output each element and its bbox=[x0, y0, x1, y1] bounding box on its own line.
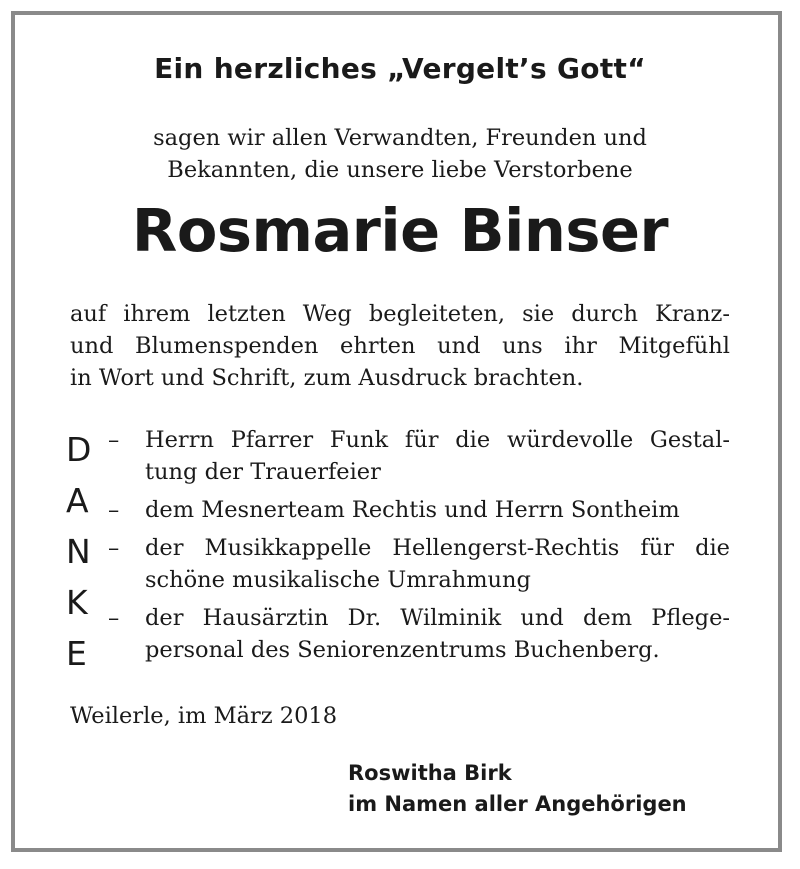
dash-bullet: – bbox=[108, 535, 120, 561]
deceased-name: Rosmarie Binser bbox=[131, 196, 669, 265]
danke-letter: K bbox=[66, 583, 88, 622]
signatory-name: Roswitha Birk bbox=[348, 761, 512, 785]
thanks-line: der Musikkappelle Hellengerst-Rechtis für die bbox=[145, 535, 730, 561]
thanks-item bbox=[108, 602, 730, 666]
thanks-list bbox=[108, 424, 730, 672]
danke-letter: A bbox=[66, 481, 89, 520]
dash-bullet: – bbox=[108, 427, 120, 453]
thanks-line: der Hausärztin Dr. Wilminik und dem Pflege- bbox=[145, 605, 730, 631]
body-line: auf ihrem letzten Weg begleiteten, sie durch Kranz- bbox=[70, 301, 730, 327]
body-line: in Wort und Schrift, zum Ausdruck brachten. bbox=[70, 365, 584, 391]
thanks-line: personal des Seniorenzentrums Buchenberg. bbox=[145, 637, 660, 663]
dash-bullet: – bbox=[108, 605, 120, 631]
dash-bullet: – bbox=[108, 497, 120, 523]
thanks-item bbox=[108, 424, 730, 488]
thanks-line: Herrn Pfarrer Funk für die würdevolle Gestal- bbox=[145, 427, 730, 453]
body-text bbox=[70, 298, 730, 394]
notice-heading: Ein herzliches „Vergelt’s Gott“ bbox=[154, 52, 646, 85]
intro-line: sagen wir allen Verwandten, Freunden und bbox=[153, 125, 647, 151]
thanks-item bbox=[108, 532, 730, 596]
thanks-line: dem Mesnerteam Rechtis und Herrn Sontheim bbox=[145, 497, 680, 523]
danke-vertical-word bbox=[66, 424, 106, 679]
thanks-line: schöne musikalische Umrahmung bbox=[145, 567, 531, 593]
body-line: und Blumenspenden ehrten und uns ihr Mitgefühl bbox=[70, 333, 730, 359]
intro-text bbox=[0, 122, 800, 186]
danke-letter: D bbox=[66, 430, 92, 469]
signature-block bbox=[348, 758, 687, 820]
thanks-line: tung der Trauerfeier bbox=[145, 459, 381, 485]
thanks-item bbox=[108, 494, 730, 526]
place-date: Weilerle, im März 2018 bbox=[70, 703, 338, 729]
danke-letter: N bbox=[66, 532, 91, 571]
danke-letter: E bbox=[66, 634, 87, 673]
intro-line: Bekannten, die unsere liebe Verstorbene bbox=[167, 157, 633, 183]
signatory-relation: im Namen aller Angehörigen bbox=[348, 792, 687, 816]
